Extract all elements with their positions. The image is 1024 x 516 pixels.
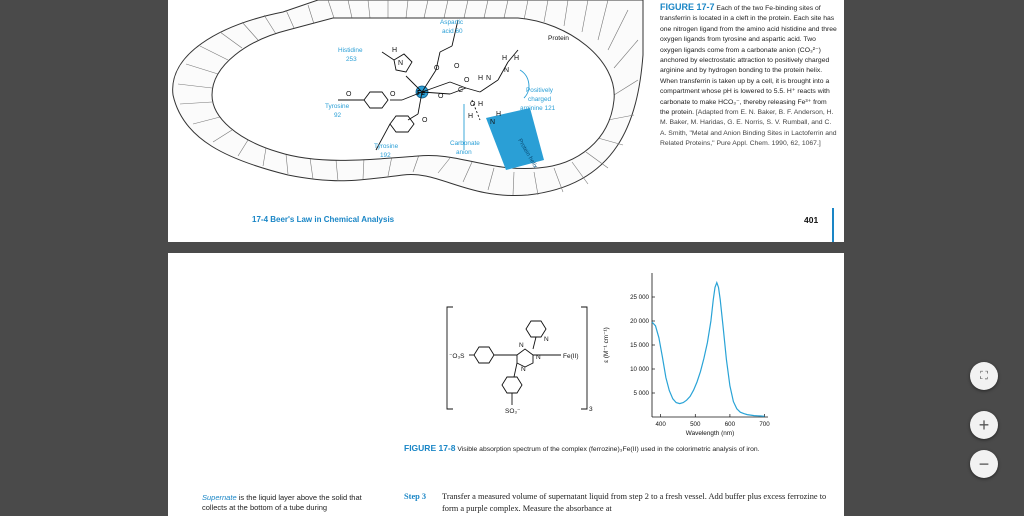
figure-17-7-citation: [Adapted from E. N. Baker, B. F. Anderson, H. M. Baker, M. Haridas, G. E. Norris, S. V. Rumball, and C. A. Smith, "Metal and Anion Binding Sites in Lactoferrin and Related Proteins," Pure Appl. Chem. 1990, 62, 1067.] [660, 109, 837, 148]
atom-n-his: N [398, 60, 404, 67]
page-marker-bar [832, 208, 834, 242]
x-tick-label: 400 [655, 421, 666, 428]
label-histidine-1: Histidine [338, 47, 363, 54]
sulfonate-bottom: SO₃⁻ [505, 408, 521, 415]
figure-17-8-title: FIGURE 17-8 [404, 443, 456, 453]
page-number: 401 [804, 215, 819, 225]
label-carbonate-2: anion [456, 149, 472, 156]
atom-n-2: N [536, 354, 541, 361]
step-3-label: Step 3 [404, 492, 427, 501]
atom-h-arg2: H [514, 55, 520, 62]
fe-ii-label: Fe(II) [563, 353, 579, 360]
y-tick-label: 5 000 [633, 390, 649, 397]
atom-n-4: N [521, 366, 526, 373]
atom-o-tyr92: O [390, 91, 396, 98]
spectrum-line [652, 283, 765, 417]
atom-n-1: N [519, 342, 524, 349]
atom-c-carb: C [458, 87, 464, 94]
x-tick-label: 500 [690, 421, 701, 428]
atom-o-carb3: O [470, 101, 476, 108]
figure-17-7-text: Each of the two Fe-binding sites of transferrin is located in a cleft in the protein. Each site has one nitrogen ligand from the amino acid histidine and three oxygen ligands from tyrosine and aspartic acid. Two oxygen ligands come from a carbonate anion (CO₃²⁻) anchored by electrostatic attraction to positively charged arginine and by hydrogen bonding to the protein helix. When transferrin is taken up by a cell, it is brought into a compartment whose pH is lowered to 5.5. H⁺ reacts with carbonate to make HCO₃⁻, thereby releasing Fe³⁺ from the protein. [660, 5, 837, 117]
bracket-subscript: 3 [589, 406, 593, 413]
figure-17-7-caption [660, 2, 838, 150]
atom-h-bond: H [468, 113, 474, 120]
x-tick-label: 600 [724, 421, 736, 428]
label-arginine-1: Positively [526, 87, 553, 94]
label-tyrosine192-2: 192 [380, 152, 391, 159]
helix-label: Protein helix [516, 138, 538, 170]
atom-h-arg: H [502, 55, 508, 62]
figure-17-8-text: Visible absorption spectrum of the complex (ferrozine)₃Fe(II) used in the colorimetric analysis of iron. [457, 446, 760, 453]
label-tyrosine92-2: 92 [334, 112, 342, 119]
label-arginine-2: charged [528, 96, 552, 103]
procedure-step-3 [404, 491, 834, 514]
margin-note-term: Supernate [202, 493, 237, 502]
y-tick-label: 25 000 [630, 294, 649, 301]
figure-17-7-title: FIGURE 17-7 [660, 2, 715, 12]
atom-h-carb: H [478, 101, 484, 108]
document-page-401 [168, 0, 844, 242]
atom-n-3: N [544, 336, 549, 343]
zoom-out-button[interactable]: − [970, 450, 998, 478]
document-page-402 [168, 253, 844, 516]
x-tick-label: 700 [759, 421, 770, 428]
iron-label: Fe [417, 90, 426, 97]
atom-h-helix: H [496, 111, 502, 118]
margin-note-text: is the liquid layer above the solid that collects at the bottom of a tube during [202, 493, 362, 512]
atom-o-tyr192: O [422, 117, 428, 124]
zoom-in-button[interactable]: + [970, 411, 998, 439]
label-aspartic-1: Aspartic [440, 19, 464, 26]
x-axis-label: Wavelength (nm) [685, 430, 735, 437]
right-bracket [581, 307, 587, 409]
absorption-spectrum-chart [590, 261, 790, 441]
atom-o-carb2: O [464, 77, 470, 84]
label-arginine-3: arginine 121 [520, 105, 556, 112]
atom-o-carb: O [438, 93, 444, 100]
label-tyrosine92-1: Tyrosine [325, 103, 350, 110]
transferrin-binding-site-figure [168, 0, 648, 205]
step-3-text: Transfer a measured volume of supernatant liquid from step 2 to a fresh vessel. Add buffer plus excess ferrozine to form a purple complex. Measure the absorbance at [442, 492, 827, 513]
atom-n-arg2: N [504, 67, 510, 74]
label-carbonate-1: Carbonate [450, 140, 480, 147]
label-tyrosine192-1: Tyrosine [374, 143, 399, 150]
figure-17-8-caption [404, 443, 814, 455]
atom-o-tyr92b: O [346, 91, 352, 98]
running-section-heading: 17-4 Beer's Law in Chemical Analysis [252, 215, 395, 224]
atom-h-arg3: H [478, 75, 484, 82]
phenyl-left [474, 347, 494, 363]
atom-n-arg: N [486, 75, 492, 82]
y-tick-label: 15 000 [630, 342, 649, 349]
y-tick-label: 20 000 [630, 318, 649, 325]
fit-to-page-icon[interactable]: ⛶ [970, 362, 998, 390]
atom-n-helix: N [490, 119, 496, 126]
atom-h-his: H [392, 47, 398, 54]
label-aspartic-2: acid 60 [442, 28, 463, 35]
y-axis-label: ε (M⁻¹ cm⁻¹) [603, 327, 610, 363]
sulfonate-left: ⁻O₃S [449, 353, 465, 360]
triazine-ring [517, 349, 533, 367]
y-tick-label: 10 000 [630, 366, 649, 373]
label-protein: Protein [548, 35, 569, 42]
pyridine-ring [526, 321, 546, 337]
label-histidine-2: 253 [346, 56, 357, 63]
atom-o-asp: O [434, 65, 440, 72]
margin-note [202, 493, 387, 513]
phenyl-bottom [502, 377, 522, 393]
ferrozine-fe-structure [433, 301, 613, 421]
atom-o-asp2: O [454, 63, 460, 70]
